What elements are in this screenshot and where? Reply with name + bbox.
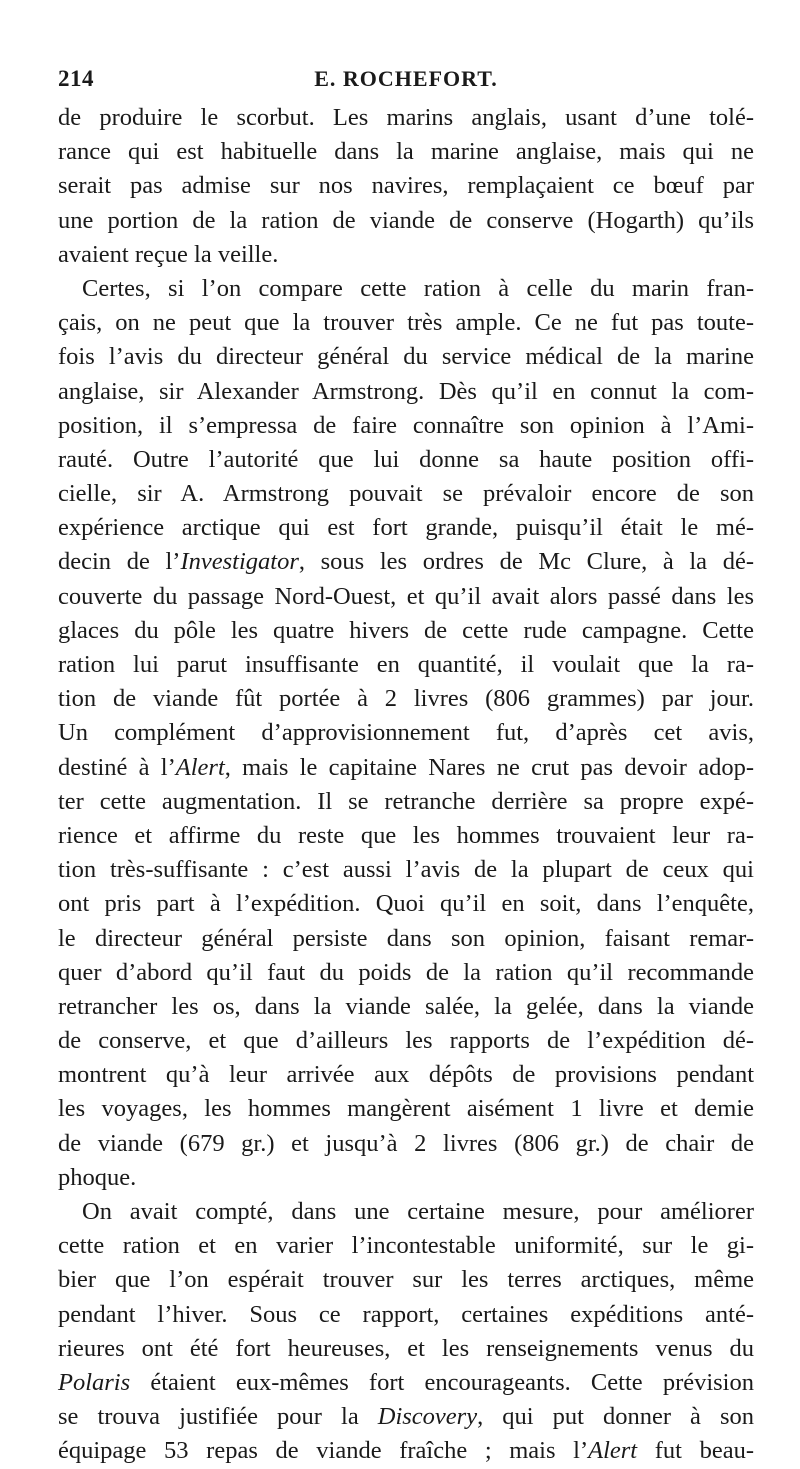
text-line: tion très-suffisante : c’est aussi l’avis de la plupart de ceux qui <box>58 856 754 884</box>
text-line: Un complément d’approvisionnement fut, d’après cet avis, <box>58 719 754 747</box>
text-run: , qui put donner à son <box>477 1403 754 1431</box>
text-line: Certes, si l’on compare cette ration à celle du marin fran- <box>82 274 754 302</box>
text-line: anglaise, sir Alexander Armstrong. Dès qu’il en connut la com- <box>58 377 754 405</box>
text-line <box>58 545 754 579</box>
text-line: montrent qu’à leur arrivée aux dépôts de provisions pendant <box>58 1061 754 1089</box>
text-line: cette ration et en varier l’incontestable uniformité, sur le gi- <box>58 1232 754 1260</box>
text-line: de viande (679 gr.) et jusqu’à 2 livres (806 gr.) de chair de <box>58 1129 754 1157</box>
text-line: avaient reçue la veille. <box>58 240 279 268</box>
text-line: pendant l’hiver. Sous ce rapport, certaines expéditions anté- <box>58 1300 754 1328</box>
italic-title: Alert <box>588 1437 638 1465</box>
text-line: de conserve, et que d’ailleurs les rapports de l’expédition dé- <box>58 1027 754 1055</box>
text-line: ter cette augmentation. Il se retranche derrière sa propre expé- <box>58 787 754 815</box>
text-run: , mais le capitaine Nares ne crut pas devoir adop- <box>224 753 754 781</box>
text-line: phoque. <box>58 1163 137 1191</box>
text-line: glaces du pôle les quatre hivers de cette rude campagne. Cette <box>58 616 754 644</box>
italic-title: Discovery <box>377 1403 478 1431</box>
text-line: rauté. Outre l’autorité que lui donne sa haute position offi- <box>58 445 754 473</box>
text-line <box>58 1434 754 1468</box>
paragraph <box>58 272 754 1195</box>
text-line: On avait compté, dans une certaine mesure, pour améliorer <box>82 1198 754 1225</box>
page-body <box>58 101 754 1469</box>
text-line: les voyages, les hommes mangèrent aisément 1 livre et demie <box>58 1095 754 1123</box>
paragraph <box>58 1195 754 1469</box>
running-head: E. ROCHEFORT. <box>314 66 498 91</box>
text-run: decin de l’ <box>58 548 181 576</box>
text-line: bier que l’on espérait trouver sur les terres arctiques, même <box>58 1266 754 1294</box>
text-line: rience et affirme du reste que les hommes trouvaient leur ra- <box>58 821 754 849</box>
text-line: quer d’abord qu’il faut du poids de la ration qu’il recommande <box>58 958 754 986</box>
text-line: fois l’avis du directeur général du service médical de la marine <box>58 343 754 371</box>
text-line: rance qui est habituelle dans la marine anglaise, mais qui ne <box>58 138 754 166</box>
page-number: 214 <box>58 66 94 91</box>
text-line <box>58 1366 754 1400</box>
text-run: étaient eux-mêmes fort encourageants. Cette prévision <box>130 1368 754 1396</box>
page-header <box>58 62 754 102</box>
text-line: ration lui parut insuffisante en quantité, il voulait que la ra- <box>58 651 754 678</box>
text-line: serait pas admise sur nos navires, remplaçaient ce bœuf par <box>58 172 754 200</box>
text-line: retrancher les os, dans la viande salée, la gelée, dans la viande <box>58 992 754 1020</box>
text-line: ont pris part à l’expédition. Quoi qu’il en soit, dans l’enquête, <box>58 890 754 918</box>
text-line <box>58 751 754 785</box>
text-line: expérience arctique qui est fort grande, puisqu’il était le mé- <box>58 514 754 542</box>
text-run: équipage 53 repas de viande fraîche ; mais l’ <box>58 1437 589 1465</box>
text-run: se trouva justifiée pour la <box>58 1403 378 1431</box>
text-line <box>58 1400 754 1434</box>
text-run: fut beau- <box>637 1437 755 1465</box>
italic-title: Polaris <box>58 1368 131 1396</box>
text-line: une portion de la ration de viande de conserve (Hogarth) qu’ils <box>58 206 754 234</box>
text-line: rieures ont été fort heureuses, et les renseignements venus du <box>58 1334 754 1362</box>
text-run: , sous les ordres de Mc Clure, à la dé- <box>298 548 754 576</box>
text-line: position, il s’empressa de faire connaître son opinion à l’Ami- <box>58 411 754 439</box>
text-line: çais, on ne peut que la trouver très ample. Ce ne fut pas toute- <box>58 309 754 337</box>
text-line: de produire le scorbut. Les marins anglais, usant d’une tolé- <box>58 104 754 131</box>
text-run: destiné à l’ <box>58 753 176 781</box>
paragraph <box>58 101 754 272</box>
text-line: cielle, sir A. Armstrong pouvait se prévaloir encore de son <box>58 480 754 508</box>
text-line: tion de viande fût portée à 2 livres (806 grammes) par jour. <box>58 685 754 713</box>
italic-title: Alert <box>175 753 225 781</box>
text-line: le directeur général persiste dans son opinion, faisant remar- <box>58 924 754 952</box>
text-line: couverte du passage Nord-Ouest, et qu’il avait alors passé dans les <box>58 582 754 610</box>
italic-title: Investigator <box>180 548 299 576</box>
